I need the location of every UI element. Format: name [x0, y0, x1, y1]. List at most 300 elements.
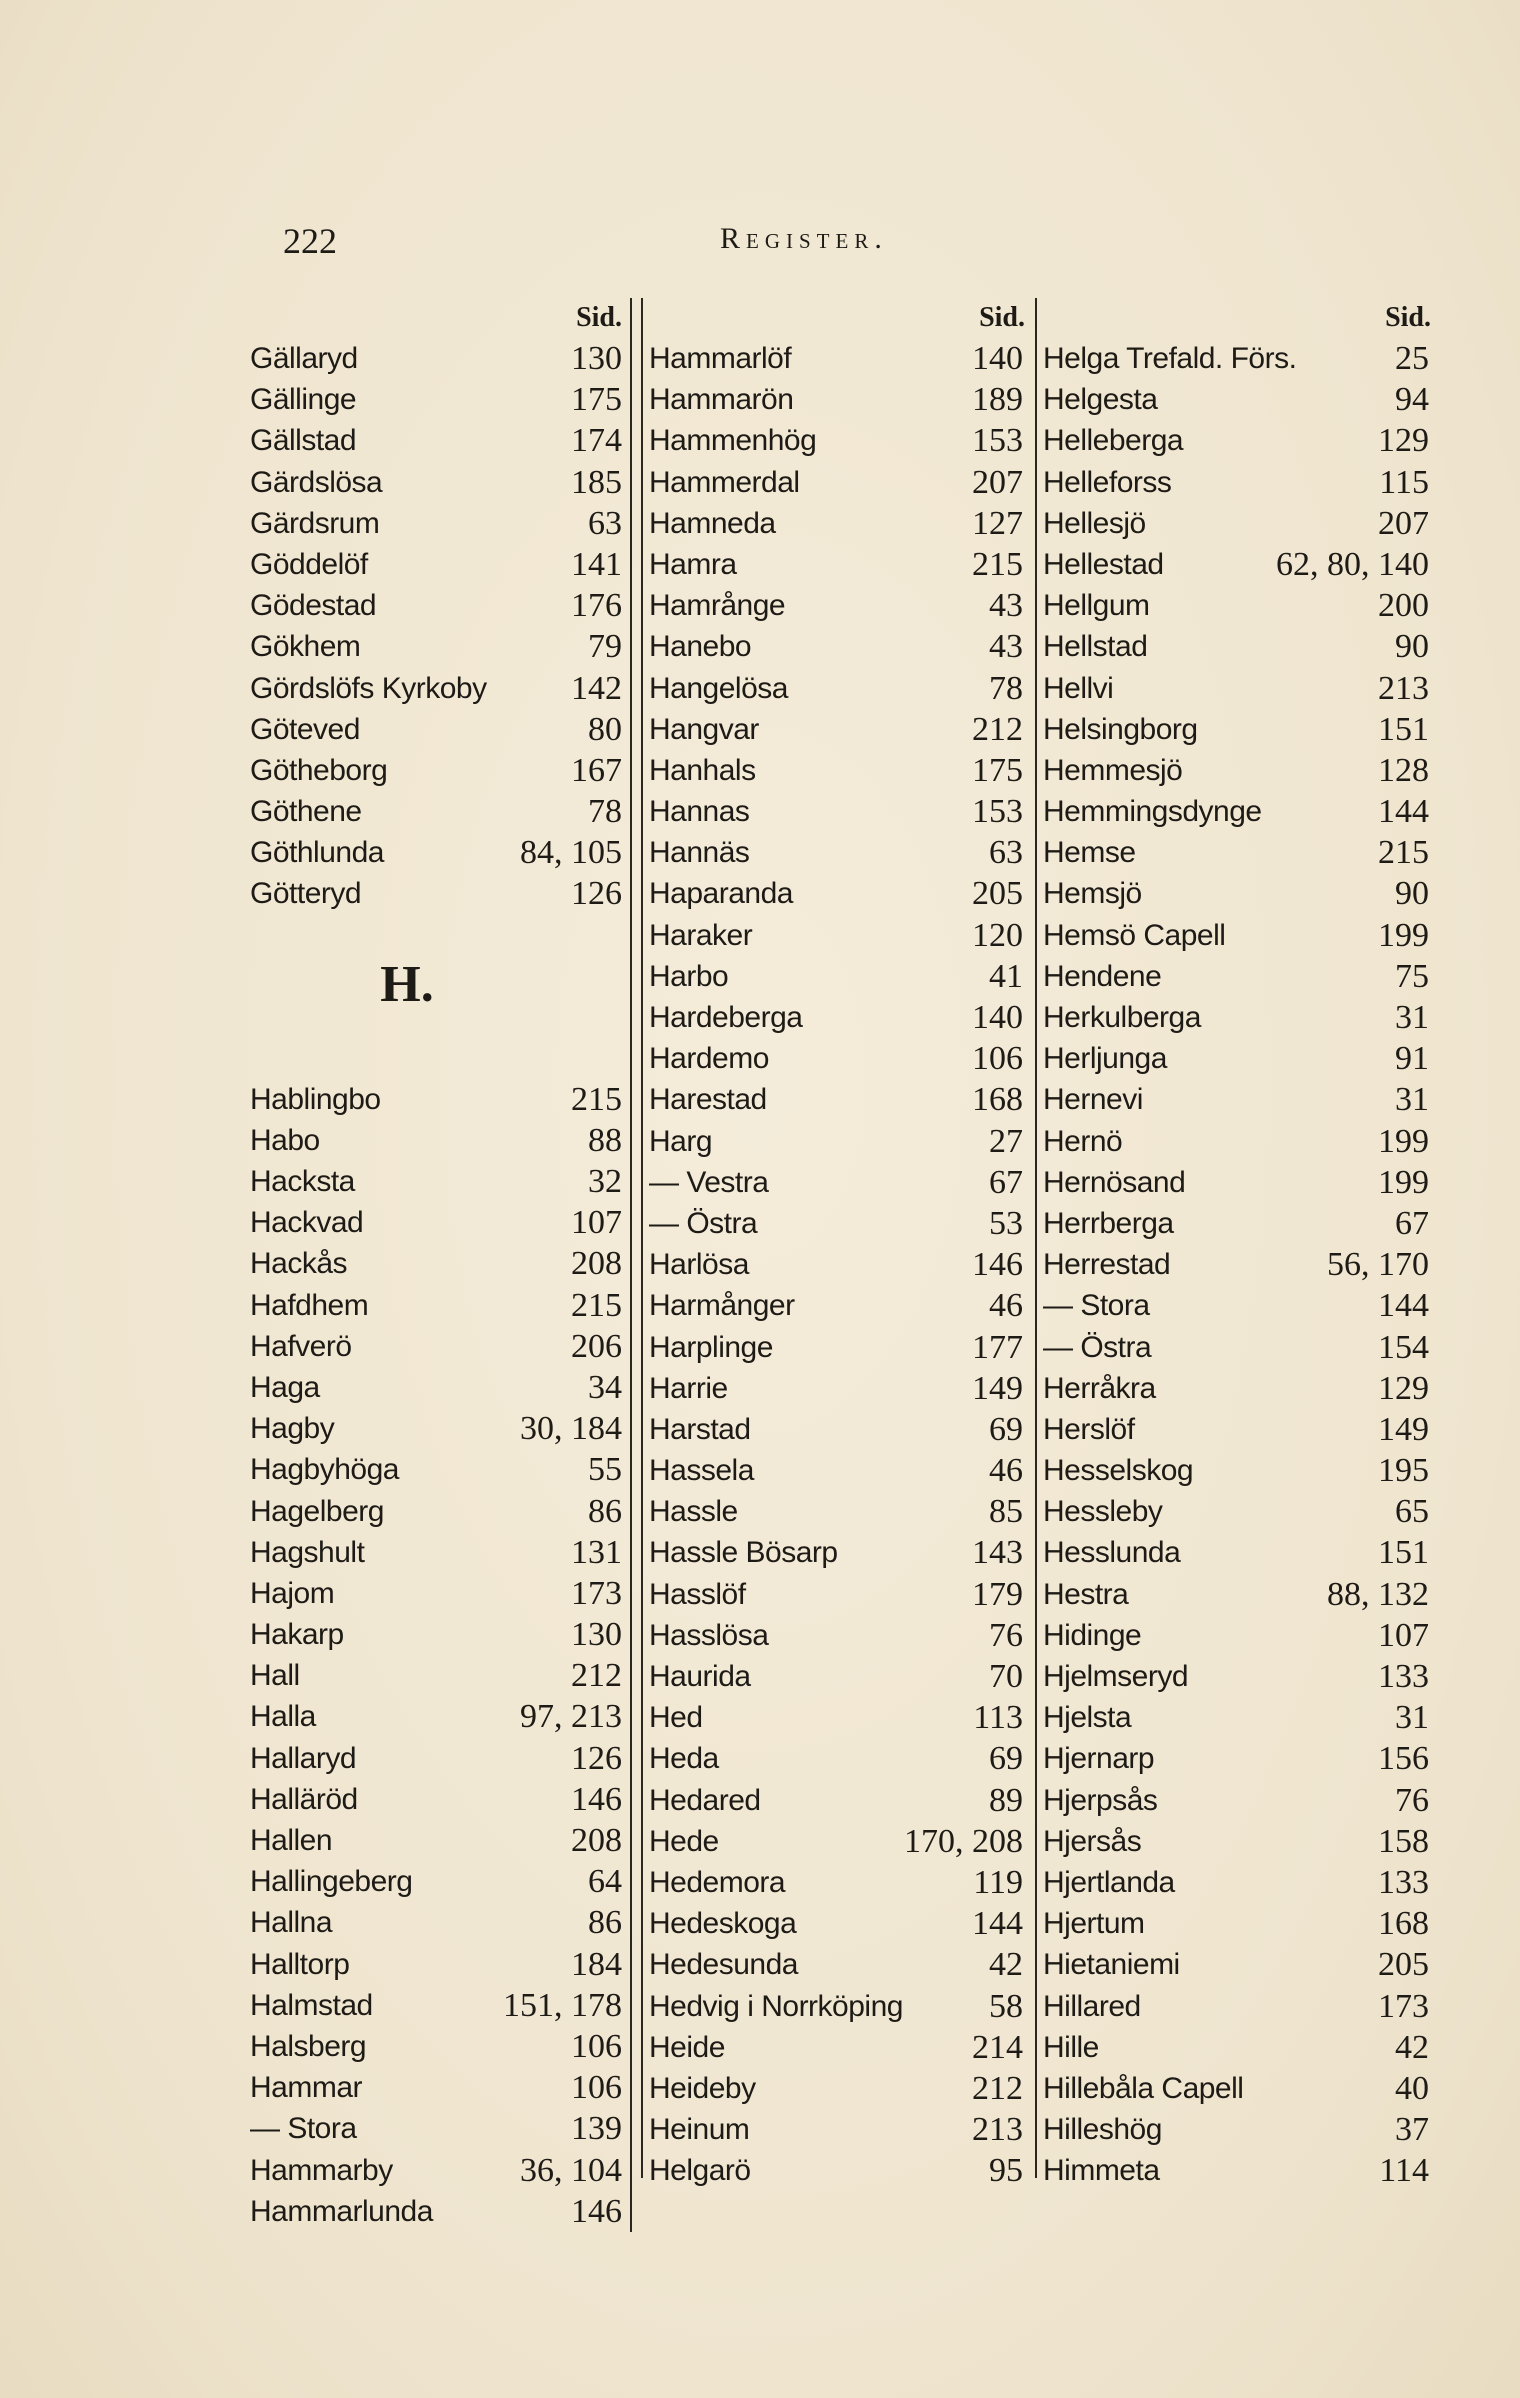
entry-pages: 56, 170	[1327, 1246, 1429, 1284]
index-entry	[1037, 1368, 1435, 1409]
index-entry	[1037, 1532, 1435, 1573]
entry-pages: 31	[1395, 999, 1429, 1036]
entry-pages: 97, 213	[520, 1698, 622, 1736]
index-entry	[643, 1697, 1029, 1738]
entry-pages: 212	[972, 710, 1023, 748]
entry-name: Heinum	[649, 2113, 750, 2147]
entry-name: Hanhals	[649, 753, 756, 787]
entry-name: Haurida	[649, 1660, 751, 1693]
entry-pages: 107	[1378, 1616, 1429, 1654]
entry-name: Hakarp	[250, 1618, 344, 1652]
entry-name: Helsingborg	[1043, 712, 1198, 746]
entry-pages: 115	[1379, 463, 1429, 501]
entry-pages: 133	[1378, 1658, 1429, 1695]
entry-name: Gärdsrum	[250, 506, 380, 540]
entry-pages: 215	[972, 545, 1023, 583]
entry-pages: 80	[588, 710, 622, 748]
entry-name: Göteved	[250, 712, 360, 746]
entry-name: Hammarby	[250, 2153, 393, 2187]
entry-pages: 58	[989, 1987, 1023, 2025]
entry-pages: 175	[972, 751, 1023, 789]
entry-name: Hafverö	[250, 1329, 352, 1363]
index-entry	[643, 1986, 1029, 2027]
entry-pages: 114	[1379, 2152, 1429, 2190]
entry-pages: 69	[989, 1410, 1023, 1448]
entry-name: Hallen	[250, 1824, 333, 1857]
index-entry	[643, 1574, 1029, 1615]
index-entry	[1037, 1327, 1435, 1368]
index-entry	[1037, 1697, 1435, 1738]
index-entry	[244, 1532, 632, 1573]
entry-name: Hessleby	[1043, 1495, 1163, 1529]
entry-pages: 175	[571, 381, 622, 419]
entry-name: — Östra	[1043, 1330, 1152, 1364]
entry-pages: 214	[972, 2028, 1023, 2066]
index-entry	[1037, 1079, 1435, 1120]
entry-name: Hellgum	[1043, 589, 1150, 623]
entry-name: Hassle Bösarp	[649, 1536, 838, 1570]
entry-pages: 32	[588, 1163, 622, 1200]
index-entry	[643, 1079, 1029, 1120]
entry-name: Hernösand	[1043, 1165, 1186, 1199]
entry-name: — Östra	[649, 1206, 758, 1240]
entry-name: Hablingbo	[250, 1082, 381, 1116]
entry-pages: 129	[1378, 422, 1429, 460]
entry-pages: 127	[972, 504, 1023, 542]
entry-name: Gärdslösa	[250, 465, 383, 499]
entry-pages: 31	[1395, 1081, 1429, 1119]
entry-name: Hedesunda	[649, 1948, 798, 1982]
entry-pages: 173	[571, 1574, 622, 1612]
entry-pages: 94	[1395, 381, 1429, 419]
entry-name: Hedeskoga	[649, 1907, 797, 1941]
entry-pages: 199	[1378, 916, 1429, 954]
index-entry	[643, 1327, 1029, 1368]
entry-pages: 149	[1378, 1410, 1429, 1448]
entry-pages: 129	[1378, 1369, 1429, 1407]
entry-pages: 31	[1395, 1699, 1429, 1737]
entry-name: Hacksta	[250, 1165, 355, 1198]
entry-pages: 212	[972, 2069, 1023, 2107]
entry-name: Hemmesjö	[1043, 753, 1183, 787]
entry-name: Hammenhög	[649, 424, 817, 458]
entry-pages: 139	[571, 2110, 622, 2148]
entry-pages: 62, 80, 140	[1276, 545, 1429, 583]
index-entry	[643, 1450, 1029, 1491]
entry-pages: 120	[972, 916, 1023, 954]
index-entry	[643, 2150, 1029, 2191]
entry-pages: 41	[989, 957, 1023, 995]
entry-pages: 215	[571, 1080, 622, 1118]
entry-name: Hafdhem	[250, 1288, 369, 1322]
entry-name: Hannäs	[649, 836, 750, 870]
index-entry	[244, 668, 632, 709]
index-entry	[244, 1655, 632, 1696]
entry-pages: 173	[1378, 1987, 1429, 2025]
index-entry	[643, 1491, 1029, 1532]
entry-name: Hannas	[649, 795, 750, 829]
entry-name: Hemsö Capell	[1043, 918, 1226, 952]
entry-name: Harplinge	[649, 1330, 773, 1364]
index-entry	[244, 2150, 632, 2191]
entry-name: Halsberg	[250, 2029, 367, 2063]
entry-name: Hellvi	[1043, 671, 1114, 705]
index-entry	[1037, 338, 1435, 379]
entry-name: Hillared	[1043, 1989, 1141, 2023]
entry-pages: 153	[972, 422, 1023, 460]
entry-pages: 91	[1395, 1040, 1429, 1078]
index-entry	[244, 544, 632, 585]
entry-name: Hagby	[250, 1412, 335, 1446]
entry-pages: 174	[571, 422, 622, 460]
entry-name: Helgesta	[1043, 383, 1158, 417]
entry-pages: 151	[1378, 710, 1429, 748]
index-entry	[643, 1285, 1029, 1326]
entry-pages: 86	[588, 1904, 622, 1942]
index-column-3	[1035, 298, 1435, 2190]
entry-pages: 106	[571, 2027, 622, 2065]
index-entry	[643, 2027, 1029, 2068]
index-entry	[244, 379, 632, 420]
entry-pages: 142	[571, 669, 622, 707]
index-entry	[1037, 2150, 1435, 2191]
entry-pages: 207	[1378, 504, 1429, 542]
index-entry	[244, 750, 632, 791]
entry-name: Hillebåla Capell	[1043, 2071, 1244, 2105]
entry-name: Herljunga	[1043, 1042, 1167, 1076]
index-entry	[244, 338, 632, 379]
entry-pages: 212	[571, 1657, 622, 1695]
index-entry	[643, 585, 1029, 626]
index-entry	[1037, 956, 1435, 997]
entry-pages: 128	[1378, 751, 1429, 789]
index-entry	[643, 1944, 1029, 1985]
entry-pages: 130	[571, 1616, 622, 1654]
entry-pages: 34	[588, 1368, 622, 1406]
entry-name: Helgarö	[649, 2154, 751, 2188]
entry-pages: 86	[588, 1492, 622, 1530]
index-entry	[1037, 1038, 1435, 1079]
index-entry	[643, 1821, 1029, 1862]
entry-pages: 176	[571, 587, 622, 625]
entry-name: Hjertlanda	[1043, 1865, 1175, 1899]
entry-name: Heda	[649, 1742, 719, 1776]
entry-pages: 42	[1395, 2028, 1429, 2066]
index-entry	[244, 1902, 632, 1943]
entry-pages: 195	[1378, 1452, 1429, 1490]
entry-name: Hjertum	[1043, 1907, 1145, 1941]
index-entry	[244, 1573, 632, 1614]
index-column-1	[244, 298, 632, 2230]
entry-name: Hallna	[250, 1906, 333, 1940]
entry-name: Herrestad	[1043, 1248, 1171, 1282]
entry-pages: 46	[989, 1452, 1023, 1490]
entry-name: Gällaryd	[250, 342, 358, 375]
entry-pages: 30, 184	[520, 1410, 622, 1448]
entry-pages: 78	[588, 793, 622, 831]
index-list-g	[244, 338, 632, 915]
index-entry	[1037, 1162, 1435, 1203]
index-entry	[244, 626, 632, 667]
entry-name: Gökhem	[250, 630, 361, 664]
entry-name: Herkulberga	[1043, 1001, 1201, 1034]
entry-pages: 153	[972, 793, 1023, 831]
index-entry	[643, 1615, 1029, 1656]
entry-pages: 107	[571, 1204, 622, 1242]
entry-name: Hjelsta	[1043, 1701, 1132, 1735]
entry-name: Hardemo	[649, 1042, 769, 1076]
entry-pages: 43	[989, 628, 1023, 666]
entry-name: Haparanda	[649, 877, 793, 911]
index-entry	[643, 832, 1029, 873]
entry-pages: 200	[1378, 587, 1429, 625]
index-entry	[244, 1079, 632, 1120]
entry-pages: 113	[973, 1699, 1023, 1737]
index-entry	[643, 544, 1029, 585]
entry-pages: 170, 208	[904, 1822, 1023, 1860]
entry-name: Hallingeberg	[250, 1865, 413, 1899]
entry-name: Hilleshög	[1043, 2113, 1162, 2147]
index-entry	[643, 1656, 1029, 1697]
entry-pages: 126	[571, 875, 622, 913]
index-entry	[244, 1614, 632, 1655]
entry-pages: 46	[989, 1287, 1023, 1325]
entry-name: Hernö	[1043, 1124, 1123, 1158]
index-entry	[244, 1985, 632, 2026]
index-entry	[643, 956, 1029, 997]
index-entry	[244, 462, 632, 503]
index-entry	[643, 997, 1029, 1038]
index-entry	[244, 709, 632, 750]
entry-name: Hanebo	[649, 630, 752, 664]
index-entry	[1037, 915, 1435, 956]
entry-pages: 146	[571, 2192, 622, 2230]
index-entry	[244, 832, 632, 873]
index-entry	[244, 791, 632, 832]
entry-pages: 143	[972, 1534, 1023, 1572]
entry-name: Hamra	[649, 547, 737, 581]
entry-pages: 207	[972, 463, 1023, 501]
index-entry	[1037, 1491, 1435, 1532]
section-letter: H.	[244, 915, 632, 1079]
entry-pages: 205	[972, 875, 1023, 913]
entry-pages: 63	[588, 504, 622, 542]
entry-pages: 65	[1395, 1493, 1429, 1531]
entry-name: Götteryd	[250, 877, 362, 911]
entry-pages: 27	[989, 1122, 1023, 1160]
index-entry	[244, 1820, 632, 1861]
index-entry	[244, 2108, 632, 2149]
entry-pages: 126	[571, 1739, 622, 1777]
entry-pages: 25	[1395, 340, 1429, 377]
entry-name: Hassle	[649, 1495, 738, 1529]
entry-pages: 85	[989, 1493, 1023, 1531]
entry-name: Hammar	[250, 2071, 363, 2105]
entry-name: Hidinge	[1043, 1618, 1142, 1652]
index-entry	[643, 709, 1029, 750]
index-entry	[1037, 1409, 1435, 1450]
entry-name: Gödestad	[250, 589, 377, 623]
entry-name: Hede	[649, 1824, 719, 1858]
entry-name: Hammarön	[649, 383, 794, 417]
entry-name: Hille	[1043, 2030, 1099, 2064]
entry-name: Herslöf	[1043, 1412, 1135, 1446]
entry-pages: 167	[571, 751, 622, 789]
index-entry	[244, 1861, 632, 1902]
index-entry	[244, 1367, 632, 1408]
entry-pages: 106	[972, 1040, 1023, 1078]
index-entry	[1037, 750, 1435, 791]
entry-name: Harestad	[649, 1083, 767, 1117]
entry-name: — Stora	[1043, 1289, 1150, 1323]
index-entry	[643, 1532, 1029, 1573]
index-entry	[643, 1409, 1029, 1450]
entry-name: Halmstad	[250, 1988, 373, 2022]
entry-pages: 131	[571, 1533, 622, 1571]
entry-name: Helleforss	[1043, 465, 1172, 499]
entry-name: Götheborg	[250, 753, 388, 787]
entry-name: Gällstad	[250, 424, 357, 458]
index-entry	[1037, 873, 1435, 914]
index-entry	[1037, 1780, 1435, 1821]
index-entry	[643, 338, 1029, 379]
entry-name: Hackvad	[250, 1206, 364, 1240]
entry-name: Hasslöf	[649, 1577, 746, 1611]
index-entry	[1037, 1285, 1435, 1326]
entry-pages: 69	[989, 1740, 1023, 1778]
index-entry	[1037, 585, 1435, 626]
index-entry	[1037, 2068, 1435, 2109]
entry-name: Hellesjö	[1043, 506, 1146, 540]
entry-name: Hemmingsdynge	[1043, 795, 1262, 829]
entry-name: Harbo	[649, 959, 729, 993]
entry-pages: 76	[1395, 1781, 1429, 1819]
entry-pages: 40	[1395, 2069, 1429, 2107]
entry-pages: 146	[972, 1246, 1023, 1284]
entry-name: Heideby	[649, 2071, 756, 2105]
entry-pages: 208	[571, 1822, 622, 1859]
entry-pages: 144	[1378, 1287, 1429, 1325]
index-entry	[643, 1162, 1029, 1203]
entry-pages: 199	[1378, 1122, 1429, 1160]
entry-name: Hesslunda	[1043, 1536, 1181, 1570]
entry-name: Harg	[649, 1124, 713, 1158]
entry-pages: 133	[1378, 1863, 1429, 1901]
entry-name: Harrie	[649, 1371, 728, 1405]
entry-name: Hagshult	[250, 1535, 365, 1569]
entry-name: Hamneda	[649, 506, 776, 540]
entry-name: Göthene	[250, 795, 362, 829]
index-entry	[1037, 1615, 1435, 1656]
entry-name: Hjerpsås	[1043, 1783, 1158, 1817]
entry-name: Hangvar	[649, 712, 759, 746]
entry-name: Heide	[649, 2030, 725, 2064]
entry-name: Hesselskog	[1043, 1454, 1194, 1488]
sid-header: Sid.	[1385, 302, 1431, 333]
entry-name: Himmeta	[1043, 2154, 1160, 2188]
index-entry	[244, 1779, 632, 1820]
entry-name: Gördslöfs Kyrkoby	[250, 671, 487, 705]
entry-name: Hagbyhöga	[250, 1453, 399, 1487]
entry-name: Habo	[250, 1123, 320, 1157]
entry-pages: 53	[989, 1204, 1023, 1242]
entry-name: Hammarlunda	[250, 2194, 433, 2228]
index-entry	[244, 585, 632, 626]
index-entry	[244, 1326, 632, 1367]
entry-pages: 43	[989, 587, 1023, 625]
index-entry	[1037, 379, 1435, 420]
entry-name: Hassela	[649, 1454, 754, 1488]
index-entry	[643, 626, 1029, 667]
entry-pages: 151, 178	[503, 1986, 622, 2024]
entry-name: Göthlunda	[250, 836, 384, 870]
index-entry	[1037, 709, 1435, 750]
entry-name: Helleberga	[1043, 424, 1184, 458]
index-entry	[1037, 462, 1435, 503]
entry-pages: 146	[571, 1780, 622, 1818]
entry-pages: 168	[972, 1081, 1023, 1119]
entry-pages: 156	[1378, 1740, 1429, 1778]
index-entry	[1037, 1450, 1435, 1491]
entry-name: Hajom	[250, 1576, 335, 1610]
index-entry	[244, 2026, 632, 2067]
entry-name: Haraker	[649, 918, 753, 952]
entry-name: Hagelberg	[250, 1494, 384, 1528]
entry-pages: 119	[973, 1863, 1023, 1901]
index-entry	[244, 1738, 632, 1779]
index-entry	[643, 1121, 1029, 1162]
index-entry	[643, 420, 1029, 461]
entry-pages: 140	[972, 340, 1023, 377]
entry-name: Hasslösa	[649, 1618, 769, 1652]
index-entry	[1037, 1821, 1435, 1862]
entry-pages: 79	[588, 628, 622, 666]
entry-name: Hendene	[1043, 959, 1162, 993]
entry-pages: 206	[571, 1327, 622, 1365]
index-entry	[1037, 626, 1435, 667]
page-title: Register.	[720, 222, 888, 255]
entry-name: Hardeberga	[649, 1001, 803, 1034]
entry-name: Halläröd	[250, 1782, 358, 1816]
index-entry	[1037, 420, 1435, 461]
entry-name: Herråkra	[1043, 1371, 1156, 1405]
entry-name: Hietaniemi	[1043, 1948, 1180, 1982]
entry-pages: 106	[571, 2069, 622, 2107]
index-entry	[1037, 1862, 1435, 1903]
index-entry	[244, 1696, 632, 1737]
index-entry	[1037, 791, 1435, 832]
entry-pages: 184	[571, 1945, 622, 1983]
index-entry	[1037, 1121, 1435, 1162]
entry-pages: 42	[989, 1946, 1023, 1984]
entry-pages: 88	[588, 1121, 622, 1159]
entry-pages: 36, 104	[520, 2151, 622, 2189]
index-entry	[643, 873, 1029, 914]
sid-header: Sid.	[244, 298, 632, 338]
entry-pages: 185	[571, 463, 622, 501]
entry-pages: 63	[989, 834, 1023, 872]
entry-name: Hallaryd	[250, 1741, 357, 1775]
index-entry	[643, 379, 1029, 420]
index-entry	[1037, 1203, 1435, 1244]
entry-name: Göddelöf	[250, 547, 368, 581]
entry-pages: 213	[1378, 669, 1429, 707]
index-entry	[244, 873, 632, 914]
index-entry	[643, 1244, 1029, 1285]
entry-name: Hedvig i Norrköping	[649, 1989, 903, 2023]
index-entry	[643, 1738, 1029, 1779]
entry-pages: 88, 132	[1327, 1575, 1429, 1613]
